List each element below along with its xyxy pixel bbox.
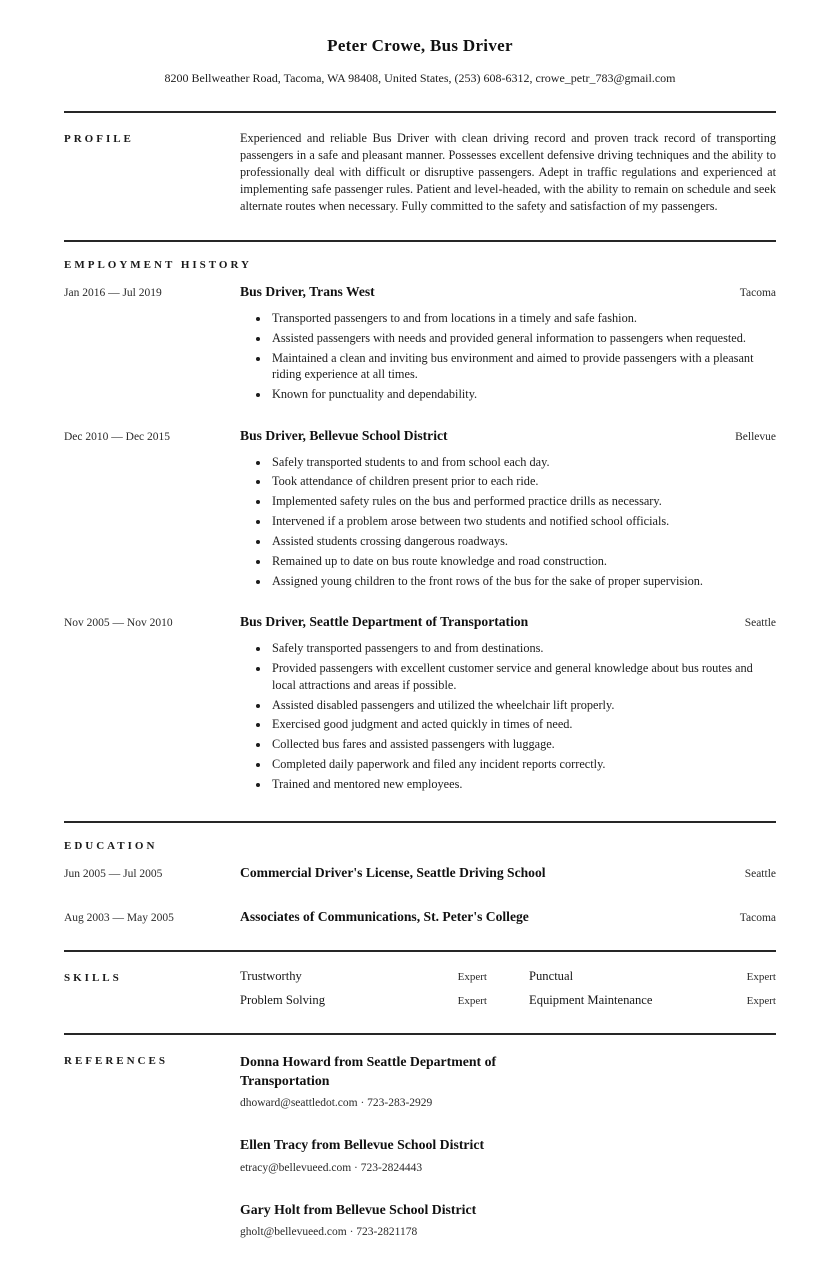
job-header xyxy=(240,428,776,444)
skill-name: Equipment Maintenance xyxy=(529,992,653,1007)
reference-contact: gholt@bellevueed.com · 723-2821178 xyxy=(240,1225,418,1238)
profile-content xyxy=(240,130,776,215)
section-profile xyxy=(64,113,776,215)
job-bullet-list xyxy=(240,454,776,589)
bullet-item: • Took attendance of children present prior to each ride. xyxy=(270,473,776,489)
job-entry xyxy=(64,284,776,406)
section-employment xyxy=(64,242,776,796)
profile-label-column xyxy=(64,130,240,145)
section-education xyxy=(64,823,776,925)
skill-name: Punctual xyxy=(529,968,574,983)
skill-level: Expert xyxy=(457,970,487,983)
education-entry xyxy=(64,865,776,881)
bullet-item: • Trained and mentored new employees. xyxy=(270,776,776,792)
job-title: Bus Driver, Seattle Department of Transportation xyxy=(240,614,529,630)
bullet-item: • Safely transported passengers to and from destinations. xyxy=(270,640,776,656)
bullet-item: • Assisted passengers with needs and provided general information to passengers when requested. xyxy=(270,330,776,346)
references-label-column xyxy=(64,1052,240,1067)
bullet-item: • Collected bus fares and assisted passengers with luggage. xyxy=(270,736,776,752)
job-location: Seattle xyxy=(744,617,776,630)
reference-contact: etracy@bellevueed.com · 723-2824443 xyxy=(240,1161,423,1174)
bullet-item: • Known for punctuality and dependability. xyxy=(270,386,776,402)
bullet-item: • Assisted students crossing dangerous roadways. xyxy=(270,533,776,549)
skill-item xyxy=(240,969,487,984)
person-name: Peter Crowe, Bus Driver xyxy=(327,36,513,55)
skill-item xyxy=(240,993,487,1008)
skill-level: Expert xyxy=(746,970,776,983)
education-location: Tacoma xyxy=(739,911,776,924)
skill-item xyxy=(529,993,776,1008)
education-dates: Aug 2003 — May 2005 xyxy=(64,911,174,924)
job-header xyxy=(240,284,776,300)
skill-name: Problem Solving xyxy=(240,992,326,1007)
reference-name: Ellen Tracy from Bellevue School District xyxy=(240,1137,485,1153)
job-title: Bus Driver, Bellevue School District xyxy=(240,427,448,443)
skill-item xyxy=(529,969,776,984)
education-location: Seattle xyxy=(744,867,776,880)
reference-contact: dhoward@seattledot.com · 723-283-2929 xyxy=(240,1097,433,1110)
employment-label: EMPLOYMENT HISTORY xyxy=(64,258,252,271)
education-body xyxy=(240,865,776,881)
job-dates: Jan 2016 — Jul 2019 xyxy=(64,286,162,299)
bullet-item: • Implemented safety rules on the bus and performed practice drills as necessary. xyxy=(270,493,776,509)
education-title: Commercial Driver's License, Seattle Driving School xyxy=(240,864,546,880)
section-references xyxy=(64,1035,776,1238)
job-header xyxy=(240,614,776,630)
education-dates: Jun 2005 — Jul 2005 xyxy=(64,867,163,880)
skill-level: Expert xyxy=(746,994,776,1007)
reference-name: Gary Holt from Bellevue School District xyxy=(240,1201,477,1217)
section-skills xyxy=(64,952,776,1008)
bullet-item: • Assigned young children to the front rows of the bus for the sake of proper supervision. xyxy=(270,573,776,589)
job-body xyxy=(240,284,776,406)
bullet-item: • Exercised good judgment and acted quickly in times of need. xyxy=(270,716,776,732)
education-title: Associates of Communications, St. Peter's College xyxy=(240,908,529,924)
job-location: Tacoma xyxy=(739,286,776,299)
education-label: EDUCATION xyxy=(64,839,158,852)
skills-label: SKILLS xyxy=(64,971,122,984)
job-body xyxy=(240,428,776,593)
bullet-item: • Safely transported students to and from school each day. xyxy=(270,454,776,470)
bullet-item: • Transported passengers to and from locations in a timely and safe fashion. xyxy=(270,310,776,326)
job-entry xyxy=(64,428,776,593)
job-entry xyxy=(64,614,776,795)
reference-entry xyxy=(240,1135,776,1173)
bullet-item: • Maintained a clean and inviting bus environment and aimed to provide passengers with a pleasant riding experience at all times. xyxy=(270,350,776,383)
education-entry xyxy=(64,909,776,925)
education-header xyxy=(240,865,776,881)
bullet-item: • Remained up to date on bus route knowledge and road construction. xyxy=(270,553,776,569)
job-location: Bellevue xyxy=(735,430,776,443)
job-bullet-list xyxy=(240,640,776,792)
bullet-item: • Provided passengers with excellent customer service and general knowledge about bus routes and local attractions and areas if possible. xyxy=(270,660,776,693)
bullet-item: • Assisted disabled passengers and utilized the wheelchair lift properly. xyxy=(270,697,776,713)
profile-label: PROFILE xyxy=(64,133,134,145)
references-content xyxy=(240,1052,776,1238)
skill-level: Expert xyxy=(457,994,487,1007)
bullet-item: • Intervened if a problem arose between two students and notified school officials. xyxy=(270,513,776,529)
job-dates: Dec 2010 — Dec 2015 xyxy=(64,430,171,443)
reference-name: Donna Howard from Seattle Department of Transportation xyxy=(240,1053,497,1089)
education-body xyxy=(240,909,776,925)
bullet-item: • Completed daily paperwork and filed any incident reports correctly. xyxy=(270,756,776,772)
skills-label-column xyxy=(64,969,240,984)
profile-text: Experienced and reliable Bus Driver with clean driving record and proven track record of transporting passengers in a safe and pleasant manner. Possesses excellent defensive driving techniques and the ability to professionally deal with difficult or disruptive passengers. Adept in traffic regulations and experienced at implementing safe passenger rules. Patient and level-headed, with the ability to remain on schedule and seek alternate routes when necessary. Fully committed to the safety and satisfaction of my passengers. xyxy=(240,131,776,213)
job-body xyxy=(240,614,776,795)
job-title: Bus Driver, Trans West xyxy=(240,283,375,299)
skills-content xyxy=(240,969,776,1008)
job-bullet-list xyxy=(240,310,776,402)
reference-entry xyxy=(240,1200,776,1238)
reference-entry xyxy=(240,1052,776,1110)
job-dates: Nov 2005 — Nov 2010 xyxy=(64,617,173,630)
education-header xyxy=(240,909,776,925)
references-label: REFERENCES xyxy=(64,1054,168,1067)
skill-name: Trustworthy xyxy=(240,968,302,983)
contact-line: 8200 Bellweather Road, Tacoma, WA 98408, United States, (253) 608-6312, crowe_petr_783@gmail.com xyxy=(164,71,676,85)
resume-header xyxy=(64,36,776,86)
skills-grid xyxy=(240,969,776,1008)
